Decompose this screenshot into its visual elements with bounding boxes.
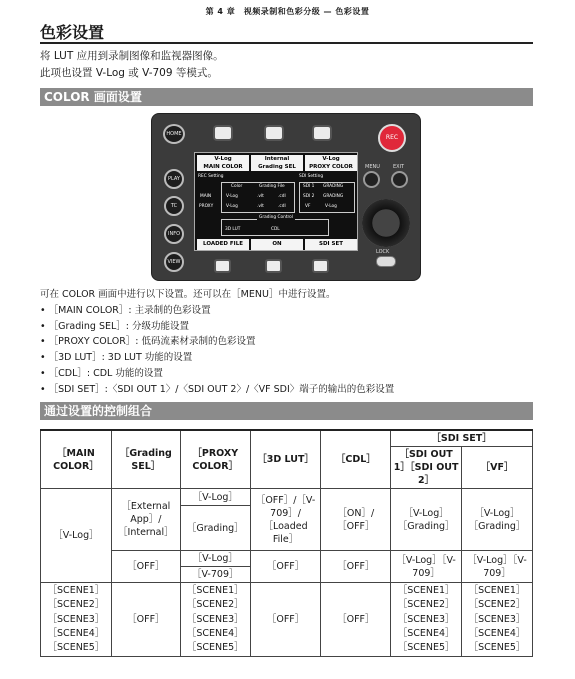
lcd-cell: .cdl [278,194,286,199]
lcd-grading-control: Grading Control [259,215,293,220]
scene-item: ［SCENE1］ [397,585,455,596]
desc-item: • ［SDI SET］:〈SDI OUT 1〉/〈SDI OUT 2〉/〈VF SDI〉端子的输出的色彩设置 [40,382,394,398]
table-cell: ［OFF］ [111,551,180,583]
table-cell: ［V-Log］［V-709］ [391,551,462,583]
table-cell: ［V-Log］ [180,489,250,506]
lcd-main-color-tile [197,155,249,171]
lcd-cell: .vlt [257,204,264,209]
tc-button: TC [164,196,184,216]
table-cell: ［External App］/［Internal］ [111,489,180,551]
top-function-button-2 [264,125,284,141]
header-main-color: ［MAIN COLOR］ [41,430,112,489]
table-cell: ［V-Log］［V-709］ [462,551,533,583]
section-heading-combinations: 通过设置的控制组合 [40,402,533,420]
scene-item: ［SCENE3］ [397,613,455,625]
header-3d-lut: ［3D LUT］ [250,430,321,489]
combination-table [40,429,533,657]
scene-item: ［SCENE5］ [397,642,455,654]
lcd-sdi-name: VF [305,204,311,209]
lcd-sdi-name: SDI 1 [303,184,315,189]
top-function-button-3 [312,125,332,141]
scene-item: ［SCENE5］ [47,642,105,654]
table-cell: ［ON］/［OFF］ [321,489,391,551]
bottom-function-button-1 [214,259,231,273]
desc-item: • ［Grading SEL］: 分级功能设置 [40,319,394,335]
settings-description [40,287,394,398]
scene-item: ［SCENE2］ [186,599,244,611]
lcd-cdl-value: ON [251,239,303,250]
table-cell-scenes [462,583,533,657]
lcd-sdi-value: V-Log [325,204,337,209]
header-cdl: ［CDL］ [321,430,391,489]
exit-label: EXIT [393,164,405,170]
lcd-grading-sel-tile [251,155,303,171]
table-cell-scenes [180,583,250,657]
table-cell: ［OFF］ [250,583,321,657]
header-vf: ［VF］ [462,447,533,489]
table-cell-split [180,551,250,583]
scene-item: ［SCENE3］ [186,613,244,625]
section-heading-color-screen: COLOR 画面设置 [40,88,533,106]
jog-dial [362,199,410,247]
lcd-label: Grading SEL [258,164,296,170]
scene-item: ［SCENE2］ [47,599,105,611]
desc-item: • ［MAIN COLOR］: 主录制的色彩设置 [40,303,394,319]
menu-label: MENU [365,164,380,170]
desc-item: • ［3D LUT］: 3D LUT 功能的设置 [40,350,394,366]
lcd-col-grading: Grading File [259,184,285,189]
bottom-function-button-3 [312,259,329,273]
lcd-proxy-color-tile [305,155,357,171]
header-proxy-color: ［PROXY COLOR］ [180,430,250,489]
intro-line: 此项也设置 V-Log 或 V-709 等模式。 [40,67,218,79]
scene-item: ［SCENE5］ [468,642,526,654]
desc-item: • ［CDL］: CDL 功能的设置 [40,366,394,382]
table-cell-scenes [391,583,462,657]
scene-item: ［SCENE2］ [468,599,526,611]
lcd-cell: .cdl [278,204,286,209]
table-subcell: ［V-Log］ [181,551,250,567]
desc-item: • ［PROXY COLOR］: 低码流素材录制的色彩设置 [40,334,394,350]
lcd-sdi-value: GRADING [323,194,344,199]
lcd-cell: V-Log [226,204,238,209]
table-subcell: ［V-709］ [191,569,239,580]
scene-item: ［SCENE3］ [468,613,526,625]
scene-item: ［SCENE4］ [47,627,105,639]
scene-item: ［SCENE1］ [47,585,105,596]
play-button: PLAY [164,169,184,189]
header-sdi-set: ［SDI SET］ [391,430,533,447]
lcd-sdi-name: SDI 2 [303,194,315,199]
scene-item: ［SCENE4］ [468,627,526,639]
lcd-gc-label: CDL [271,227,280,232]
scene-item: ［SCENE5］ [186,642,244,654]
camera-control-panel-illustration [151,113,421,281]
lcd-label: PROXY COLOR [309,164,353,170]
header-grading-sel: ［Grading SEL］ [111,430,180,489]
lcd-value: Internal [264,156,290,162]
table-cell: ［OFF］/［V-709］/［Loaded File］ [250,489,321,551]
lcd-cell: V-Log [226,194,238,199]
lcd-sdi-set-value: SDI SET [305,239,357,250]
view-button: VIEW [164,252,184,272]
scene-item: ［SCENE1］ [468,585,526,596]
scene-item: ［SCENE2］ [397,599,455,611]
title-divider [40,42,533,44]
lcd-sdi-setting: SDI Setting [299,174,324,179]
lcd-rec-setting: REC Setting [198,174,224,179]
page-title: 色彩设置 [40,23,105,42]
lcd-screen [194,152,358,251]
scene-item: ［SCENE4］ [397,627,455,639]
page-header: 第 4 章 视频录制和色彩分级 — 色彩设置 [205,7,370,16]
intro-line: 将 LUT 应用到录制图像和监视器图像。 [40,50,224,62]
menu-button [363,171,380,188]
lcd-sdi-value: GRADING [323,184,344,189]
scene-item: ［SCENE4］ [186,627,244,639]
table-cell: ［OFF］ [250,551,321,583]
lcd-row-main: MAIN [200,194,212,199]
desc-intro: 可在 COLOR 画面中进行以下设置。还可以在［MENU］中进行设置。 [40,289,336,300]
lcd-3d-lut-value: LOADED FILE [197,239,249,250]
table-cell: ［OFF］ [321,583,391,657]
table-cell-scenes [41,583,112,657]
table-cell: ［OFF］ [321,551,391,583]
home-button: HOME [163,124,185,144]
table-cell: ［Grading］ [180,506,250,551]
scene-item: ［SCENE3］ [47,613,105,625]
lock-switch [376,256,396,267]
table-cell: ［OFF］ [111,583,180,657]
table-cell: ［V-Log］ [41,489,112,583]
exit-button [391,171,408,188]
table-cell: ［V-Log］［Grading］ [391,489,462,551]
intro-text [40,48,224,82]
top-function-button-1 [213,125,233,141]
info-button: INFO [164,224,184,244]
table-cell: ［V-Log］［Grading］ [462,489,533,551]
lcd-gc-label: 3D LUT [225,227,241,232]
scene-item: ［SCENE1］ [186,585,244,596]
lcd-value: V-Log [322,156,340,162]
lcd-col-color: Color [231,184,243,189]
lcd-label: MAIN COLOR [203,164,243,170]
lcd-row-proxy: PROXY [199,204,214,209]
lcd-cell: .vlt [257,194,264,199]
header-sdi-out: ［SDI OUT 1］［SDI OUT 2］ [391,447,462,489]
lcd-value: V-Log [214,156,232,162]
lock-label: LOCK [376,249,390,255]
bottom-function-button-2 [265,259,282,273]
rec-button: REC [378,124,406,152]
